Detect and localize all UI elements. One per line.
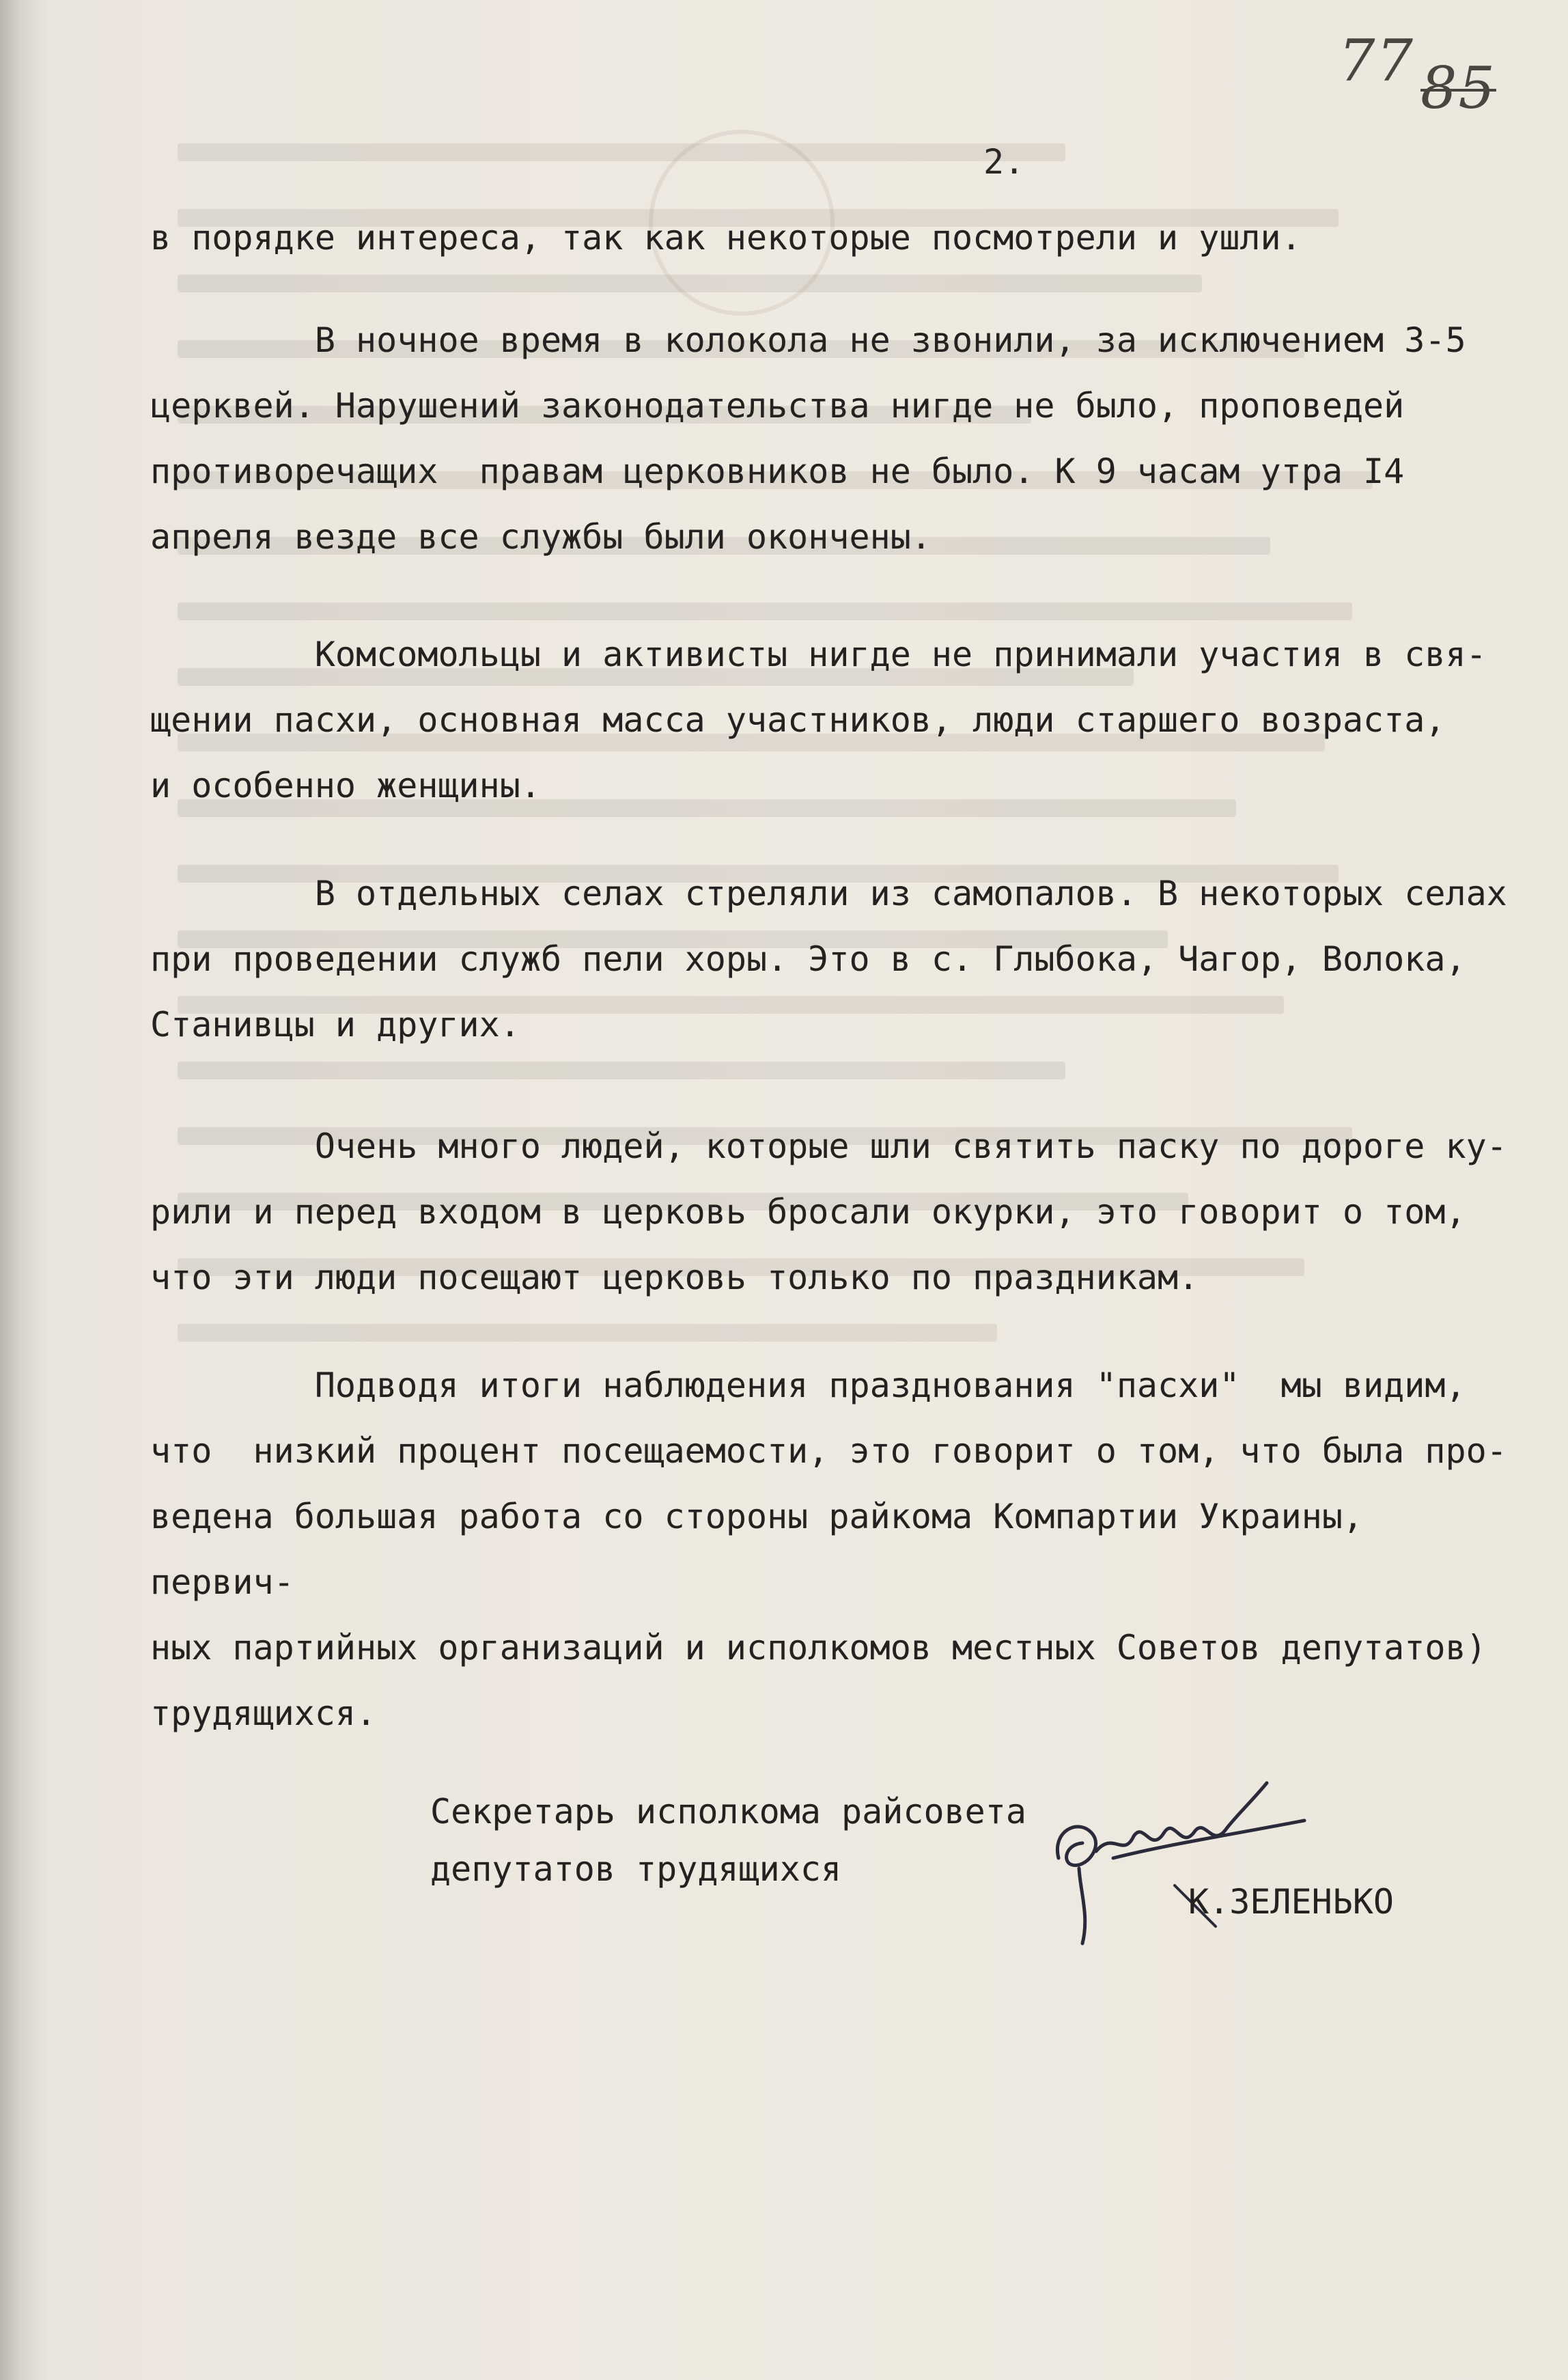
signatory-name: К.ЗЕЛЕНЬКО [1188,1882,1395,1922]
signatory-title-line-2: депутатов трудящихся [430,1849,842,1889]
paragraph-5: Очень много людей, которые шли святить паску по дороге ку- рили и перед входом в церковь бросали окурки, это говорит о том, что эти люди посещают церковь только по праздникам. [150,1126,1507,1297]
paragraph-6: Подводя итоги наблюдения празднования "пасхи" мы видим, что низкий процент посещаемости, это говорит о том, что была про- ведена большая работа со стороны райкома Компартии Украины, первич- ных партийных организаций и исполкомов местных Советов депутатов) трудящихся. [150,1366,1507,1733]
archive-folio-number-struck: 85 [1420,55,1496,122]
handwritten-signature [1031,1756,1318,1954]
paragraph-4: В отдельных селах стреляли из самопалов. В некоторых селах при проведении служб пели хоры. Это в с. Глыбока, Чагор, Волока, Станивцы и других. [150,874,1507,1044]
page-number: 2. [983,142,1025,182]
paragraph-1: в порядке интереса, так как некоторые посмотрели и ушли. [150,218,1302,258]
paragraph-2: В ночное время в колокола не звонили, за исключением 3-5 церквей. Нарушений законодательства нигде не было, проповедей противоречащих правам церковников не было. К 9 часам утра I4 апреля везде все службы были окончены. [150,320,1466,557]
paragraph-3: Комсомольцы и активисты нигде не принимали участия в свя- щении пасхи, основная масса участников, люди старшего возраста, и особенно женщины. [150,635,1487,805]
signatory-title-line-1: Секретарь исполкома райсовета [430,1792,1026,1831]
archive-folio-number: 77 [1339,27,1414,94]
signature-block [430,1783,1045,1898]
